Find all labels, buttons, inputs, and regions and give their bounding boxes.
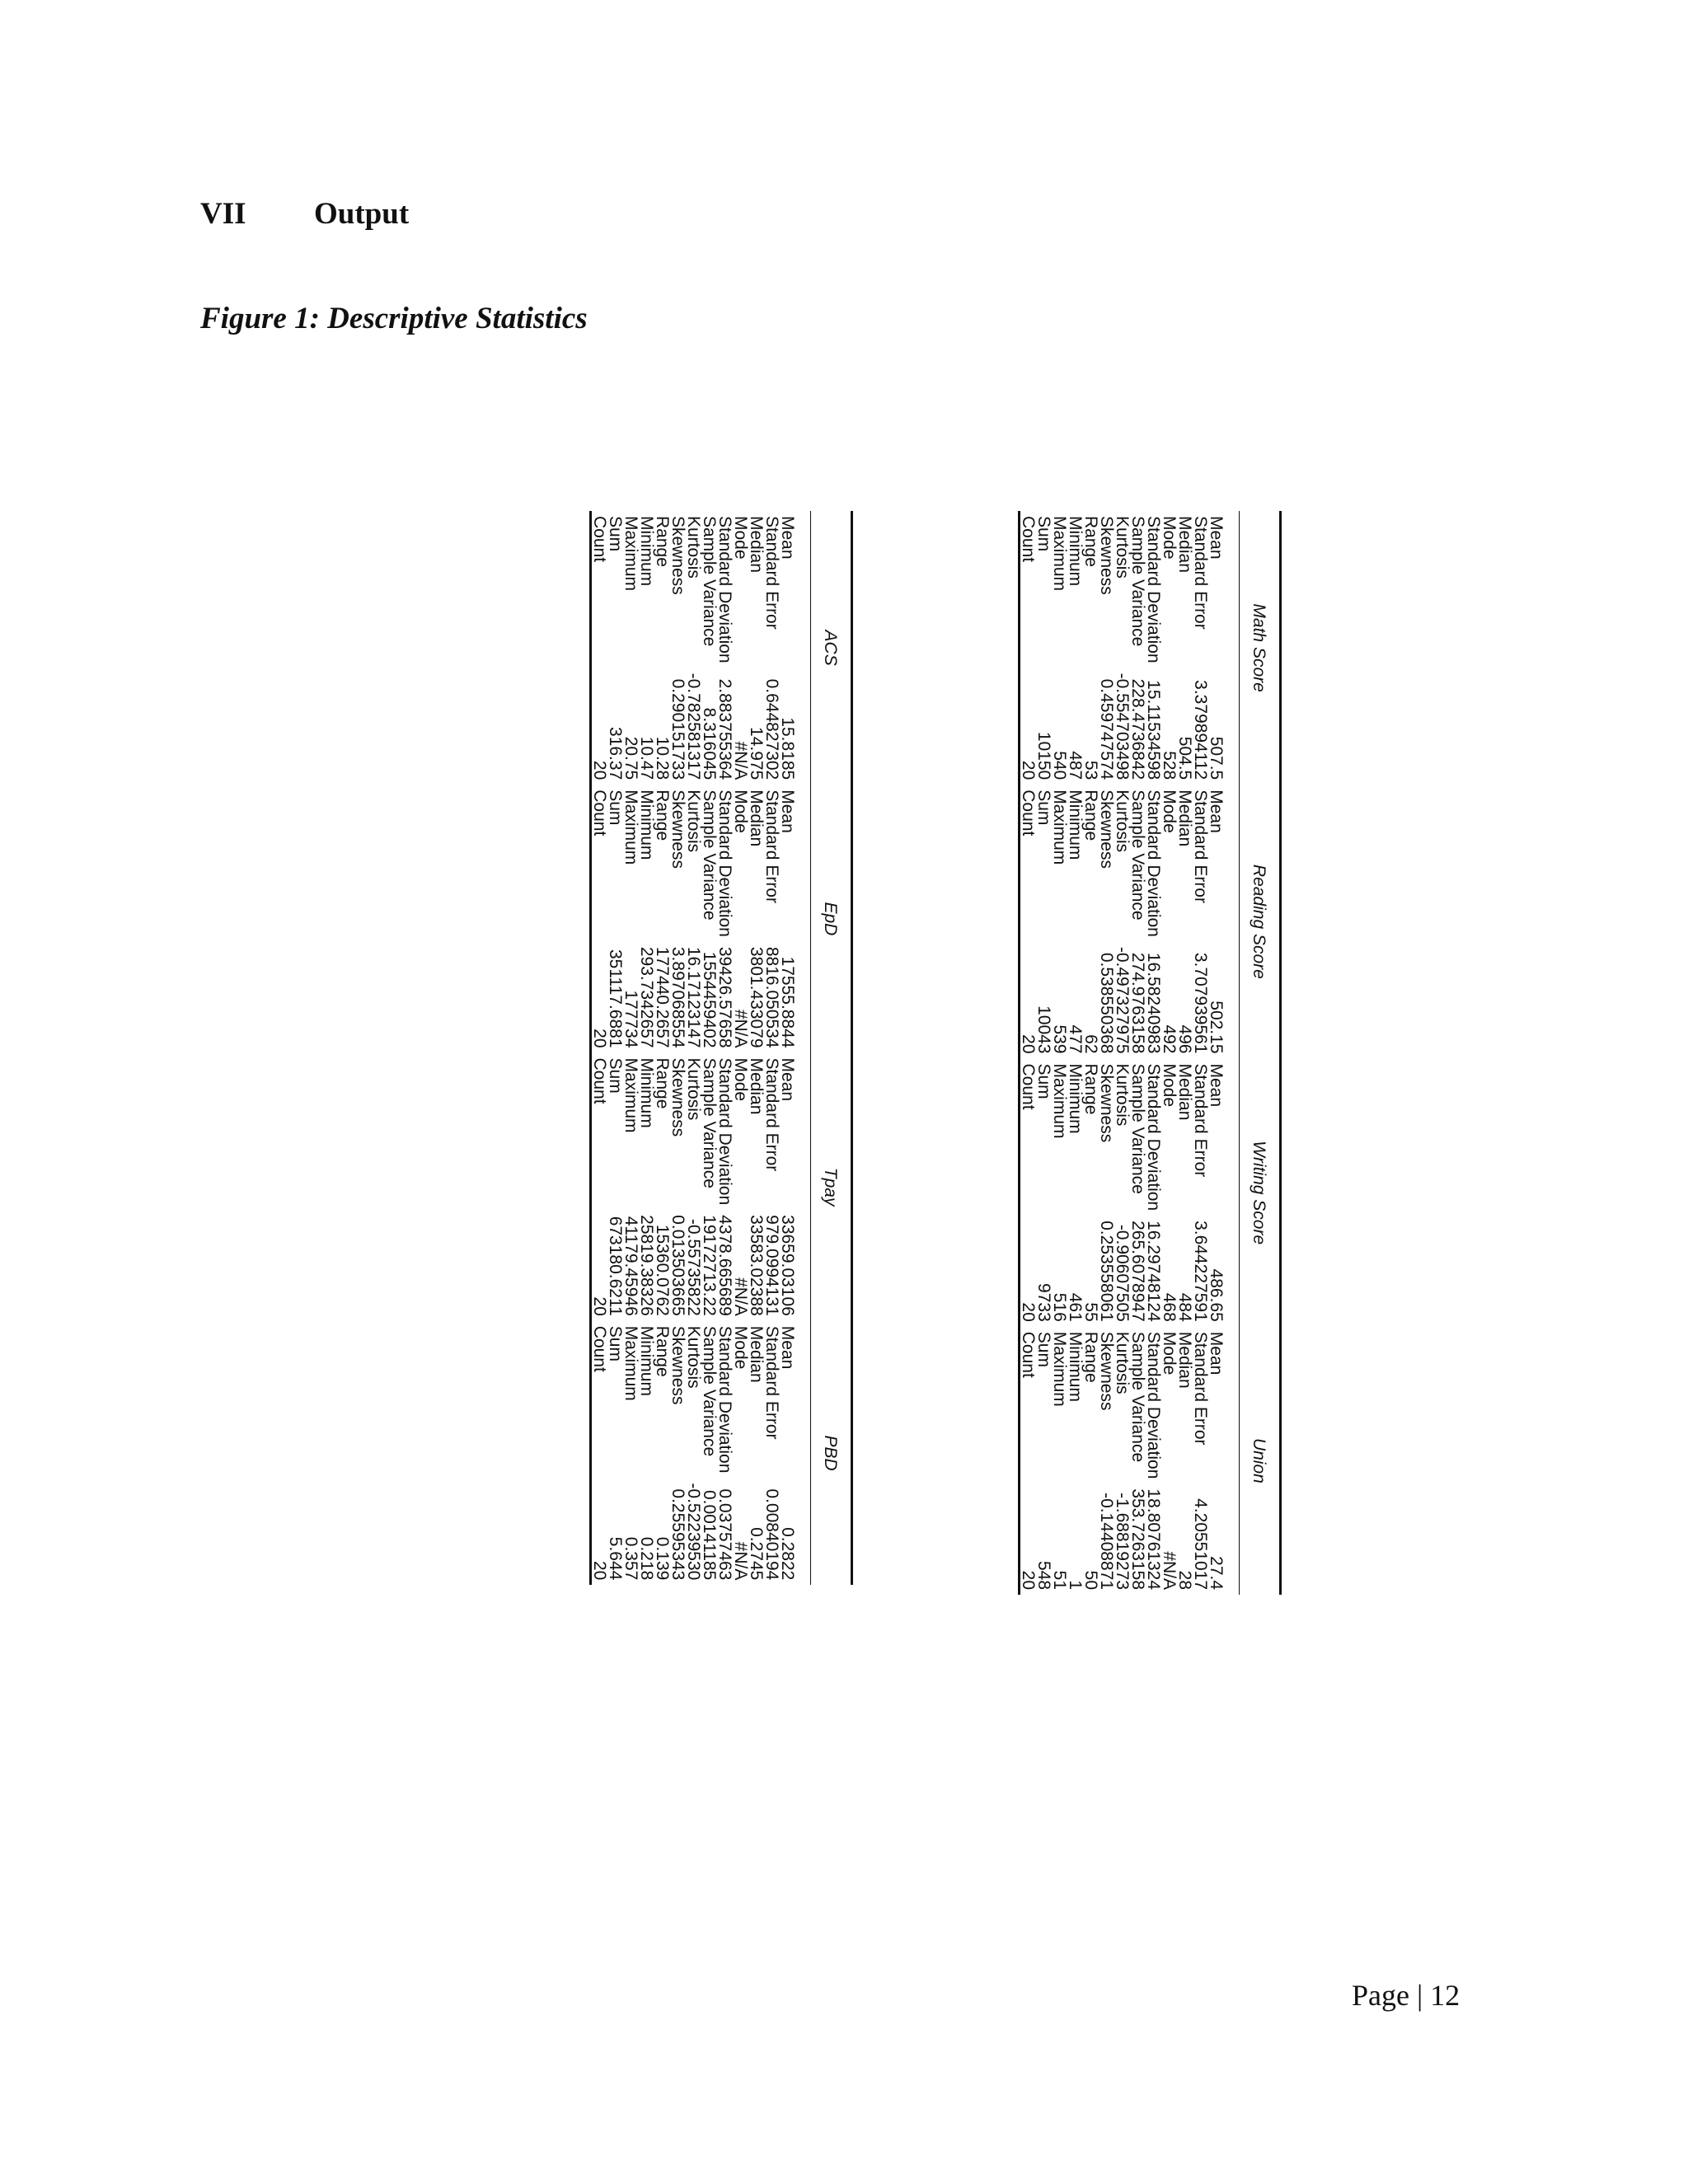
stat-label: Standard Error (1191, 516, 1210, 630)
table-row (717, 511, 733, 1585)
stat-value: 0.644827302 (762, 678, 781, 780)
stat-value: 351117.6881 (606, 949, 625, 1048)
stat-label: Mean (778, 1057, 797, 1102)
stat-label: Range (1081, 1331, 1100, 1383)
stat-value: 0.290151733 (668, 678, 687, 780)
stat-label: Standard Error (762, 1057, 781, 1172)
stat-value: 0.00840194 (762, 1488, 781, 1581)
table-row (1020, 511, 1037, 1595)
stat-label: Minimum (637, 516, 656, 587)
stat-label: Kurtosis (1113, 790, 1132, 853)
stat-label: Skewness (1097, 1331, 1116, 1411)
stat-label: Range (653, 1325, 672, 1377)
stat-value: -0.554703498 (1113, 673, 1132, 780)
stat-value: 51 (1050, 1570, 1069, 1591)
stat-label: Sample Variance (1128, 516, 1147, 647)
stat-value: 502.15 (1207, 1001, 1226, 1054)
stat-label: Sample Variance (1128, 790, 1147, 921)
stat-value: 3.644227591 (1191, 1221, 1210, 1322)
stat-value: #N/A (731, 1009, 750, 1048)
stat-label: Median (1175, 516, 1194, 573)
stat-value: 20 (1020, 942, 1037, 1059)
stat-value: 28 (1175, 1570, 1194, 1591)
stat-label: Sample Variance (700, 790, 719, 921)
stat-value: 3.897068554 (668, 946, 687, 1048)
stat-label: Standard Deviation (715, 1057, 734, 1206)
stat-value: 50 (1081, 1570, 1100, 1591)
stat-label: Range (1081, 1063, 1100, 1115)
stat-label: Kurtosis (684, 1325, 703, 1389)
descriptive-stats-table-2 (589, 511, 853, 1585)
stat-label: Count (1020, 1059, 1037, 1216)
stat-value: 4378.665689 (715, 1215, 734, 1316)
stat-value: 9733 (1034, 1283, 1053, 1322)
stat-value: 20 (591, 668, 608, 785)
stat-label: Sum (1034, 516, 1053, 552)
stat-label: Skewness (668, 790, 687, 869)
stat-label: Maximum (621, 1325, 640, 1401)
stat-label: Sum (606, 1325, 625, 1361)
stat-label: Standard Deviation (1144, 1331, 1163, 1479)
stat-value: 3.379894112 (1191, 680, 1210, 780)
stat-value: 1 (1066, 1580, 1085, 1591)
stat-label: Median (1175, 1331, 1194, 1389)
stat-label: Kurtosis (684, 1057, 703, 1121)
table-row (1130, 511, 1146, 1595)
stat-value: 0.253558061 (1097, 1221, 1116, 1322)
table-row (1208, 511, 1224, 1595)
stat-label: Standard Deviation (715, 516, 734, 663)
stat-label: Mode (731, 790, 750, 833)
stat-label: Range (653, 1057, 672, 1109)
stat-label: Mean (1207, 1063, 1226, 1108)
stat-value: 492 (1160, 1024, 1179, 1054)
stat-label: Minimum (637, 1057, 656, 1128)
stat-label: Standard Error (762, 790, 781, 903)
table-row (1193, 511, 1208, 1595)
column-header: Writing Score (1240, 1059, 1281, 1327)
stat-value: 487 (1066, 751, 1085, 780)
stat-label: Range (1081, 516, 1100, 567)
table-row (780, 511, 795, 1585)
stat-value: #N/A (731, 1277, 750, 1316)
stat-value: 504.5 (1175, 736, 1194, 780)
stat-label: Median (747, 790, 766, 847)
stat-label: Mean (778, 516, 797, 560)
stat-label: Standard Deviation (1144, 1063, 1163, 1212)
table-row (591, 511, 608, 1585)
stat-value: 477 (1066, 1024, 1085, 1054)
stat-label: Count (591, 1053, 608, 1211)
stat-label: Mode (731, 1325, 750, 1370)
stat-value: 10.47 (637, 736, 656, 780)
stat-label: Kurtosis (1113, 1063, 1132, 1127)
stat-value: 3801.433079 (747, 946, 766, 1048)
stat-label: Standard Deviation (715, 790, 734, 937)
stat-label: Kurtosis (684, 516, 703, 579)
stat-label: Minimum (1066, 790, 1085, 860)
section-number: VII (200, 197, 246, 231)
section-heading (200, 196, 409, 232)
table-row (1083, 511, 1099, 1595)
stat-value: 33583.02388 (747, 1215, 766, 1316)
stat-label: Maximum (1050, 790, 1069, 865)
stat-value: 316.37 (606, 727, 625, 780)
stat-value: -0.90607505 (1113, 1224, 1132, 1322)
stat-value: 484 (1175, 1292, 1194, 1322)
stat-value: 10043 (1034, 1005, 1053, 1054)
stat-label: Skewness (668, 1325, 687, 1405)
table-row (1067, 511, 1083, 1595)
stat-value: 15.11534598 (1144, 680, 1163, 780)
stat-label: Sum (606, 1057, 625, 1094)
stat-value: 17555.8844 (778, 956, 797, 1048)
stat-label: Minimum (637, 1325, 656, 1396)
stat-label: Sample Variance (1128, 1063, 1147, 1194)
table-row (1161, 511, 1177, 1595)
section-title: Output (314, 197, 410, 231)
stat-value: 18.80761324 (1144, 1488, 1163, 1591)
stat-label: Mode (731, 516, 750, 560)
stat-value: 16.58240983 (1144, 952, 1163, 1054)
column-header: Reading Score (1240, 785, 1281, 1058)
stat-label: Sum (1034, 790, 1053, 826)
stat-label: Skewness (1097, 790, 1116, 869)
stat-value: 0.139 (653, 1536, 672, 1581)
stat-value: 0.459747574 (1097, 678, 1116, 780)
stat-label: Median (747, 1057, 766, 1115)
stat-value: 2.883755364 (715, 678, 734, 780)
stat-value: 20 (591, 942, 608, 1053)
stat-label: Count (1020, 1327, 1037, 1484)
stat-label: Minimum (1066, 1063, 1085, 1134)
column-header: Union (1240, 1327, 1281, 1595)
stat-label: Minimum (1066, 516, 1085, 587)
stat-value: 20 (591, 1210, 608, 1321)
stat-label: Sample Variance (700, 1057, 719, 1188)
stat-value: 16.29748124 (1144, 1221, 1163, 1322)
stat-value: 62 (1081, 1034, 1100, 1054)
stat-label: Mode (731, 1057, 750, 1102)
stat-value: 20.75 (621, 736, 640, 780)
stat-label: Maximum (1050, 516, 1069, 592)
stat-value: 496 (1175, 1024, 1194, 1054)
stat-label: Mode (1160, 516, 1179, 560)
stat-label: Count (1020, 511, 1037, 668)
stat-value: 0.013503665 (668, 1215, 687, 1316)
column-header: EpD (811, 785, 852, 1052)
stat-label: Mode (1160, 790, 1179, 833)
stat-value: 53 (1081, 760, 1100, 780)
stat-label: Mode (1160, 1331, 1179, 1376)
stat-value: 20 (1020, 668, 1037, 785)
stat-label: Kurtosis (1113, 516, 1132, 579)
stat-label: Minimum (637, 790, 656, 860)
stat-value: #N/A (731, 741, 750, 780)
table-row (1052, 511, 1067, 1595)
stat-label: Sum (606, 516, 625, 552)
descriptive-stats-table-1 (1018, 511, 1282, 1595)
stat-value: -1.68819273 (1113, 1493, 1132, 1591)
stat-label: Skewness (668, 1057, 687, 1137)
stat-value: 265.6078947 (1128, 1221, 1147, 1322)
stat-label: Maximum (621, 1057, 640, 1133)
stat-value: 486.65 (1207, 1268, 1226, 1322)
figure-caption: Figure 1: Descriptive Statistics (200, 302, 588, 335)
stat-label: Range (653, 790, 672, 841)
table-row (1036, 511, 1052, 1595)
column-header: Math Score (1240, 511, 1281, 785)
table-row (639, 511, 654, 1585)
table-row (1146, 511, 1161, 1595)
column-header: PBD (811, 1321, 852, 1586)
stat-value: 55 (1081, 1302, 1100, 1322)
stat-label: Sample Variance (700, 516, 719, 647)
stat-label: Standard Deviation (1144, 516, 1163, 663)
table-row (670, 511, 686, 1585)
rotated-statistics-area (293, 511, 1282, 2093)
page-number: Page | 12 (1352, 1979, 1461, 2012)
stat-value: 3.707939561 (1191, 952, 1210, 1054)
stat-value: -0.497327975 (1113, 946, 1132, 1054)
stat-label: Range (1081, 790, 1100, 841)
stat-label: Median (747, 1325, 766, 1383)
stat-label: Mean (1207, 516, 1226, 560)
stat-value: 528 (1160, 751, 1179, 780)
stat-value: 177734 (621, 990, 640, 1048)
stat-value: 979.0994131 (762, 1215, 781, 1316)
stat-value: 15360.0762 (653, 1224, 672, 1316)
stat-label: Sum (606, 790, 625, 826)
stat-value: 15.8185 (778, 717, 797, 780)
stat-value: 0.03757463 (715, 1488, 734, 1581)
stat-label: Median (1175, 1063, 1194, 1121)
stat-value: 548 (1034, 1560, 1053, 1591)
stat-value: 8816.050534 (762, 946, 781, 1048)
stat-value: 39426.57658 (715, 946, 734, 1048)
stat-label: Sample Variance (1128, 1331, 1147, 1463)
stat-label: Mode (1160, 1063, 1179, 1108)
stat-label: Skewness (1097, 516, 1116, 595)
stat-value: 10.28 (653, 736, 672, 780)
stat-label: Count (591, 511, 608, 668)
stat-label: Count (591, 1321, 608, 1479)
stat-label: Minimum (1066, 1331, 1085, 1402)
stat-label: Mean (778, 790, 797, 833)
stat-value: 20 (1020, 1216, 1037, 1327)
stat-value: 539 (1050, 1024, 1069, 1054)
stat-value: -0.782581317 (684, 673, 703, 780)
column-header: ACS (811, 511, 852, 785)
stat-value: 10150 (1034, 731, 1053, 780)
stat-value: 8.316045 (700, 707, 719, 780)
stat-value: 20 (1020, 1483, 1037, 1595)
stat-value: 14.975 (747, 727, 766, 780)
stat-value: 507.5 (1207, 736, 1226, 780)
stat-label: Sample Variance (700, 1325, 719, 1457)
stat-value: 228.4736842 (1128, 678, 1147, 780)
stat-value: -0.14408871 (1097, 1493, 1116, 1591)
stat-label: Median (747, 516, 766, 573)
stat-label: Count (591, 785, 608, 942)
stat-value: 41179.45946 (621, 1216, 640, 1316)
stat-label: Kurtosis (1113, 1331, 1132, 1394)
stat-value: 468 (1160, 1292, 1179, 1322)
stat-label: Standard Error (1191, 790, 1210, 903)
stat-label: Maximum (621, 790, 640, 865)
stat-value: #N/A (1160, 1551, 1179, 1591)
stat-label: Kurtosis (684, 790, 703, 853)
stat-label: Mean (1207, 1331, 1226, 1376)
stat-value: 293.7342657 (637, 946, 656, 1048)
table-row (733, 511, 748, 1585)
table-row (701, 511, 717, 1585)
stat-label: Mean (778, 1325, 797, 1370)
stat-label: Standard Error (762, 516, 781, 630)
stat-value: 516 (1050, 1292, 1069, 1322)
stat-label: Sum (1034, 1331, 1053, 1367)
stat-value: 0.2745 (747, 1527, 766, 1581)
stat-value: 20 (591, 1478, 608, 1585)
stat-label: Median (1175, 790, 1194, 847)
stat-value: 0.357 (621, 1536, 640, 1581)
stat-value: #N/A (731, 1541, 750, 1581)
stat-label: Maximum (621, 516, 640, 592)
stat-label: Count (1020, 785, 1037, 942)
stat-value: 5.644 (606, 1536, 625, 1581)
stat-value: 353.7263158 (1128, 1488, 1147, 1591)
stat-label: Standard Deviation (715, 1325, 734, 1474)
stat-label: Maximum (1050, 1063, 1069, 1139)
stat-label: Standard Error (1191, 1063, 1210, 1178)
table-row (623, 511, 639, 1585)
stat-label: Standard Error (1191, 1331, 1210, 1446)
stat-label: Sum (1034, 1063, 1053, 1099)
stat-label: Skewness (1097, 1063, 1116, 1143)
stat-value: 177440.2657 (653, 946, 672, 1048)
stat-value: -0.55735822 (684, 1218, 703, 1316)
stat-value: 19172713.22 (700, 1215, 719, 1316)
stat-value: 16.17123147 (684, 946, 703, 1048)
stat-value: 1554459402 (700, 951, 719, 1048)
stat-value: 0.25595343 (668, 1488, 687, 1581)
stat-value: -0.52239530 (684, 1483, 703, 1581)
stat-value: 0.00141185 (700, 1489, 719, 1581)
stat-value: 0.538550368 (1097, 952, 1116, 1054)
stat-label: Standard Error (762, 1325, 781, 1440)
stat-value: 274.9763158 (1128, 952, 1147, 1054)
stat-value: 540 (1050, 751, 1069, 780)
stat-value: 27.4 (1207, 1556, 1226, 1591)
stat-label: Skewness (668, 516, 687, 595)
table-row (764, 511, 780, 1585)
stat-value: 25819.38326 (637, 1215, 656, 1316)
stat-label: Maximum (1050, 1331, 1069, 1407)
stat-label: Range (653, 516, 672, 567)
stat-value: 4.20551017 (1191, 1498, 1210, 1591)
column-header: Tpay (811, 1053, 852, 1321)
stat-value: 0.2822 (778, 1527, 797, 1581)
stat-value: 673180.6211 (606, 1216, 625, 1316)
stat-value: 461 (1066, 1292, 1085, 1322)
stat-label: Standard Deviation (1144, 790, 1163, 937)
stat-label: Mean (1207, 790, 1226, 833)
stat-value: 0.218 (637, 1536, 656, 1581)
stat-value: 33659.03106 (778, 1215, 797, 1316)
